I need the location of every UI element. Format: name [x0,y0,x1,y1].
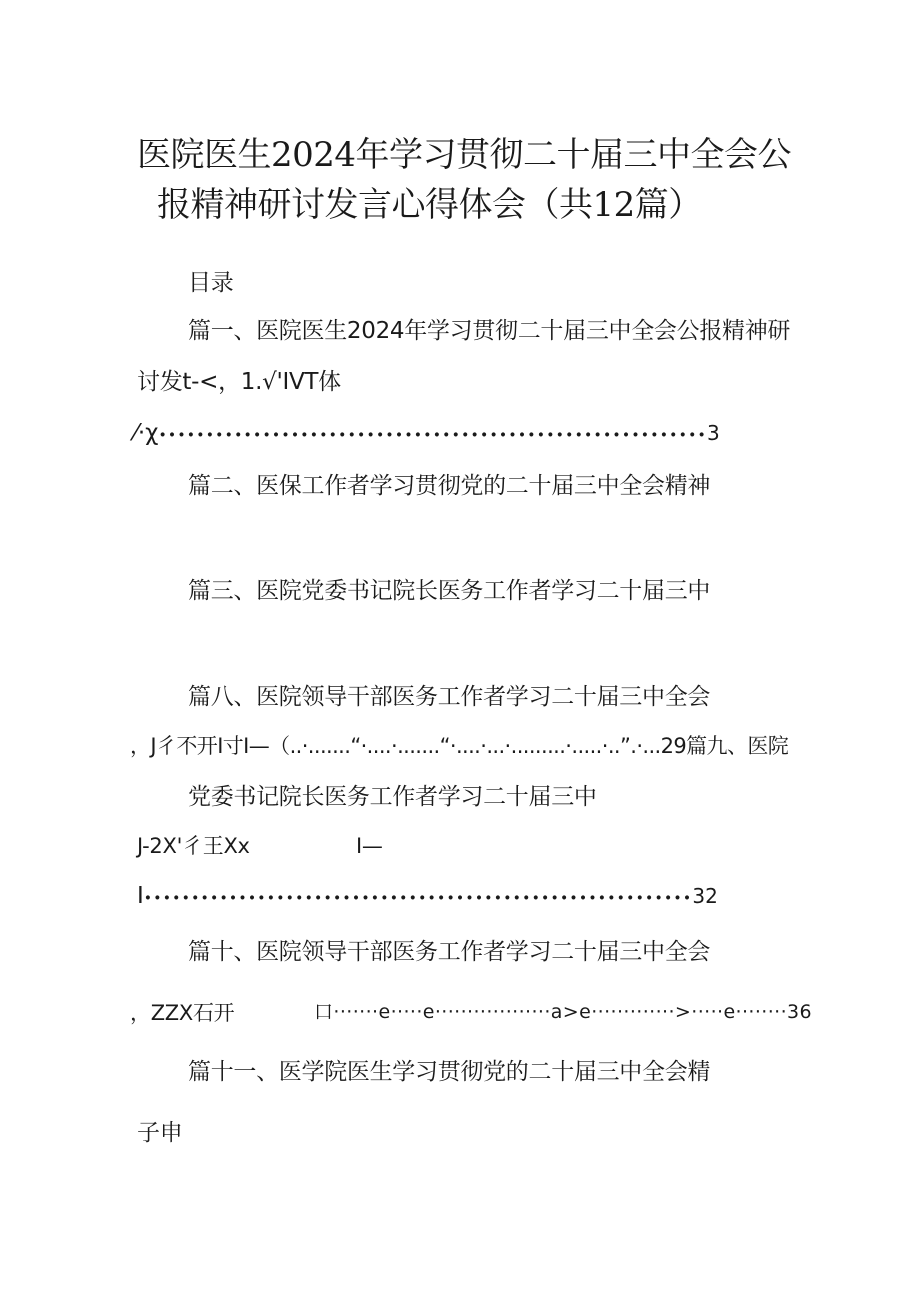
toc-entry-9-dots: •••••••••••••••••••••••••••••••••••••••••••••••••••••••••• [143,890,693,907]
toc-entry-9-lead: I [137,883,144,909]
toc-entry-9-page: 32 [692,884,718,908]
toc-entry-9-line-1: 党委书记院长医务工作者学习二十届三中 [188,784,597,810]
toc-entry-10-line-2b: 口·······e·····e··················a>e·············>·····e········36 [314,1001,813,1023]
toc-entry-1-page: 3 [707,421,720,445]
toc-entry-1-dots: •••••••••••••••••••••••••••••••••••••••••••••••••••••••••• [158,427,707,444]
toc-entry-9-line-2b: I— [356,834,383,858]
toc-entry-1-leader [134,422,720,445]
toc-entry-1-lead: ⁄·χ [134,420,159,446]
document-title-line-2: 报精神研讨发言心得体会（共12篇） [157,185,702,225]
toc-entry-8-line-1: 篇八、医院领导干部医务工作者学习二十届三中全会 [188,684,711,710]
toc-entry-8-line-2: ，J彳不开I寸I—（..·.......“·....·.......“·....·...·.........·.....·..”.·...29篇九、医院 [130,734,789,758]
toc-entry-1-line-2: 讨发t-<，1.√'IVT体 [137,369,341,395]
toc-heading: 目录 [188,270,234,296]
toc-entry-2-line-1: 篇二、医保工作者学习贯彻党的二十届三中全会精神 [188,473,711,499]
toc-entry-9-line-2a: J-2X'彳王Xx [137,834,250,858]
toc-entry-11-line-1: 篇十一、医学院医生学习贯彻党的二十届三中全会精 [188,1059,711,1085]
document-title-line-1: 医院医生2024年学习贯彻二十届三中全会公 [137,135,792,175]
toc-entry-3-line-1: 篇三、医院党委书记院长医务工作者学习二十届三中 [188,578,711,604]
toc-entry-9-leader [137,885,718,908]
toc-entry-10-line-1: 篇十、医院领导干部医务工作者学习二十届三中全会 [188,939,711,965]
toc-entry-10-line-2a: ，ZZX石开 [130,1001,235,1025]
toc-entry-1-line-1: 篇一、医院医生2024年学习贯彻二十届三中全会公报精神研 [188,318,791,344]
toc-entry-11-line-2: 子申 [137,1120,183,1146]
